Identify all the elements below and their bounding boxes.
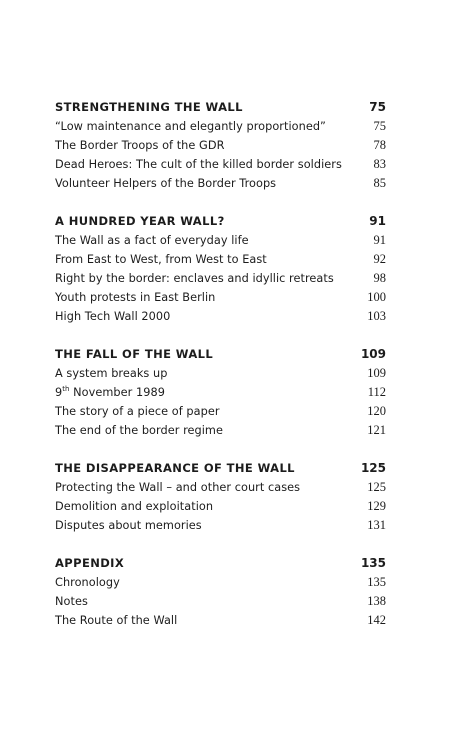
entry-page-number: 125 xyxy=(367,480,386,494)
toc-entry xyxy=(55,269,386,288)
toc-entry xyxy=(55,136,386,155)
entry-page-number: 120 xyxy=(367,404,386,418)
entry-page-number: 138 xyxy=(367,594,386,608)
entry-page-number: 85 xyxy=(373,176,386,190)
toc-entry xyxy=(55,516,386,535)
entry-title: Volunteer Helpers of the Border Troops xyxy=(55,177,277,190)
toc-entry xyxy=(55,573,386,592)
section-heading: THE FALL OF THE WALL xyxy=(55,347,214,361)
entry-page-number: 121 xyxy=(367,423,386,437)
toc-section-fall-of-wall xyxy=(55,344,386,440)
entry-title-ordinal: th xyxy=(62,385,70,394)
toc-section-strengthening xyxy=(55,97,386,193)
entry-title: Notes xyxy=(55,595,88,608)
entry-title: The Route of the Wall xyxy=(55,614,178,627)
toc-entry xyxy=(55,288,386,307)
section-heading-row xyxy=(55,97,386,117)
entry-page-number: 135 xyxy=(367,575,386,589)
toc-entry xyxy=(55,155,386,174)
toc-entry xyxy=(55,402,386,421)
entry-page-number: 112 xyxy=(367,385,386,399)
toc-section-disappearance xyxy=(55,458,386,535)
section-heading-row xyxy=(55,553,386,573)
entry-title xyxy=(55,383,165,402)
toc-entry xyxy=(55,250,386,269)
table-of-contents xyxy=(55,97,386,648)
entry-page-number: 78 xyxy=(373,138,386,152)
toc-entry xyxy=(55,421,386,440)
entry-title: “Low maintenance and elegantly proportioned” xyxy=(55,120,326,133)
entry-title: Disputes about memories xyxy=(55,519,202,532)
toc-entry xyxy=(55,611,386,630)
entry-title: Youth protests in East Berlin xyxy=(55,291,216,304)
toc-entry xyxy=(55,117,386,136)
entry-title: A system breaks up xyxy=(55,367,168,380)
section-page-number: 91 xyxy=(369,214,386,228)
entry-title: High Tech Wall 2000 xyxy=(55,310,171,323)
entry-page-number: 103 xyxy=(367,309,386,323)
section-heading: A HUNDRED YEAR WALL? xyxy=(55,214,225,228)
toc-entry xyxy=(55,174,386,193)
entry-page-number: 131 xyxy=(367,518,386,532)
toc-section-appendix xyxy=(55,553,386,630)
entry-title: Demolition and exploitation xyxy=(55,500,214,513)
toc-section-hundred-year-wall xyxy=(55,211,386,326)
entry-title: The story of a piece of paper xyxy=(55,405,220,418)
section-heading-row xyxy=(55,458,386,478)
entry-title: Protecting the Wall – and other court cases xyxy=(55,481,301,494)
toc-entry xyxy=(55,383,386,402)
entry-title: Right by the border: enclaves and idyllic retreats xyxy=(55,272,334,285)
entry-page-number: 100 xyxy=(367,290,386,304)
entry-page-number: 92 xyxy=(373,252,386,266)
section-heading-row xyxy=(55,211,386,231)
entry-title: The end of the border regime xyxy=(55,424,223,437)
entry-title: The Border Troops of the GDR xyxy=(55,139,225,152)
section-page-number: 125 xyxy=(360,461,386,475)
toc-entry xyxy=(55,478,386,497)
toc-entry xyxy=(55,497,386,516)
entry-page-number: 83 xyxy=(373,157,386,171)
toc-entry xyxy=(55,307,386,326)
toc-entry xyxy=(55,364,386,383)
entry-title: Chronology xyxy=(55,576,120,589)
entry-page-number: 75 xyxy=(373,119,386,133)
section-heading-row xyxy=(55,344,386,364)
section-page-number: 135 xyxy=(360,556,386,570)
section-heading: APPENDIX xyxy=(55,556,125,570)
section-heading: THE DISAPPEARANCE OF THE WALL xyxy=(55,461,295,475)
entry-page-number: 142 xyxy=(367,613,386,627)
entry-page-number: 98 xyxy=(373,271,386,285)
entry-page-number: 129 xyxy=(367,499,386,513)
entry-title-rest: November 1989 xyxy=(69,386,165,399)
toc-entry xyxy=(55,592,386,611)
section-page-number: 109 xyxy=(360,347,386,361)
entry-title-day: 9 xyxy=(55,386,63,399)
entry-title: The Wall as a fact of everyday life xyxy=(55,234,249,247)
toc-entry xyxy=(55,231,386,250)
entry-title: From East to West, from West to East xyxy=(55,253,267,266)
section-page-number: 75 xyxy=(369,100,386,114)
section-heading: STRENGTHENING THE WALL xyxy=(55,100,243,114)
entry-page-number: 91 xyxy=(373,233,386,247)
entry-page-number: 109 xyxy=(367,366,386,380)
entry-title: Dead Heroes: The cult of the killed border soldiers xyxy=(55,158,342,171)
